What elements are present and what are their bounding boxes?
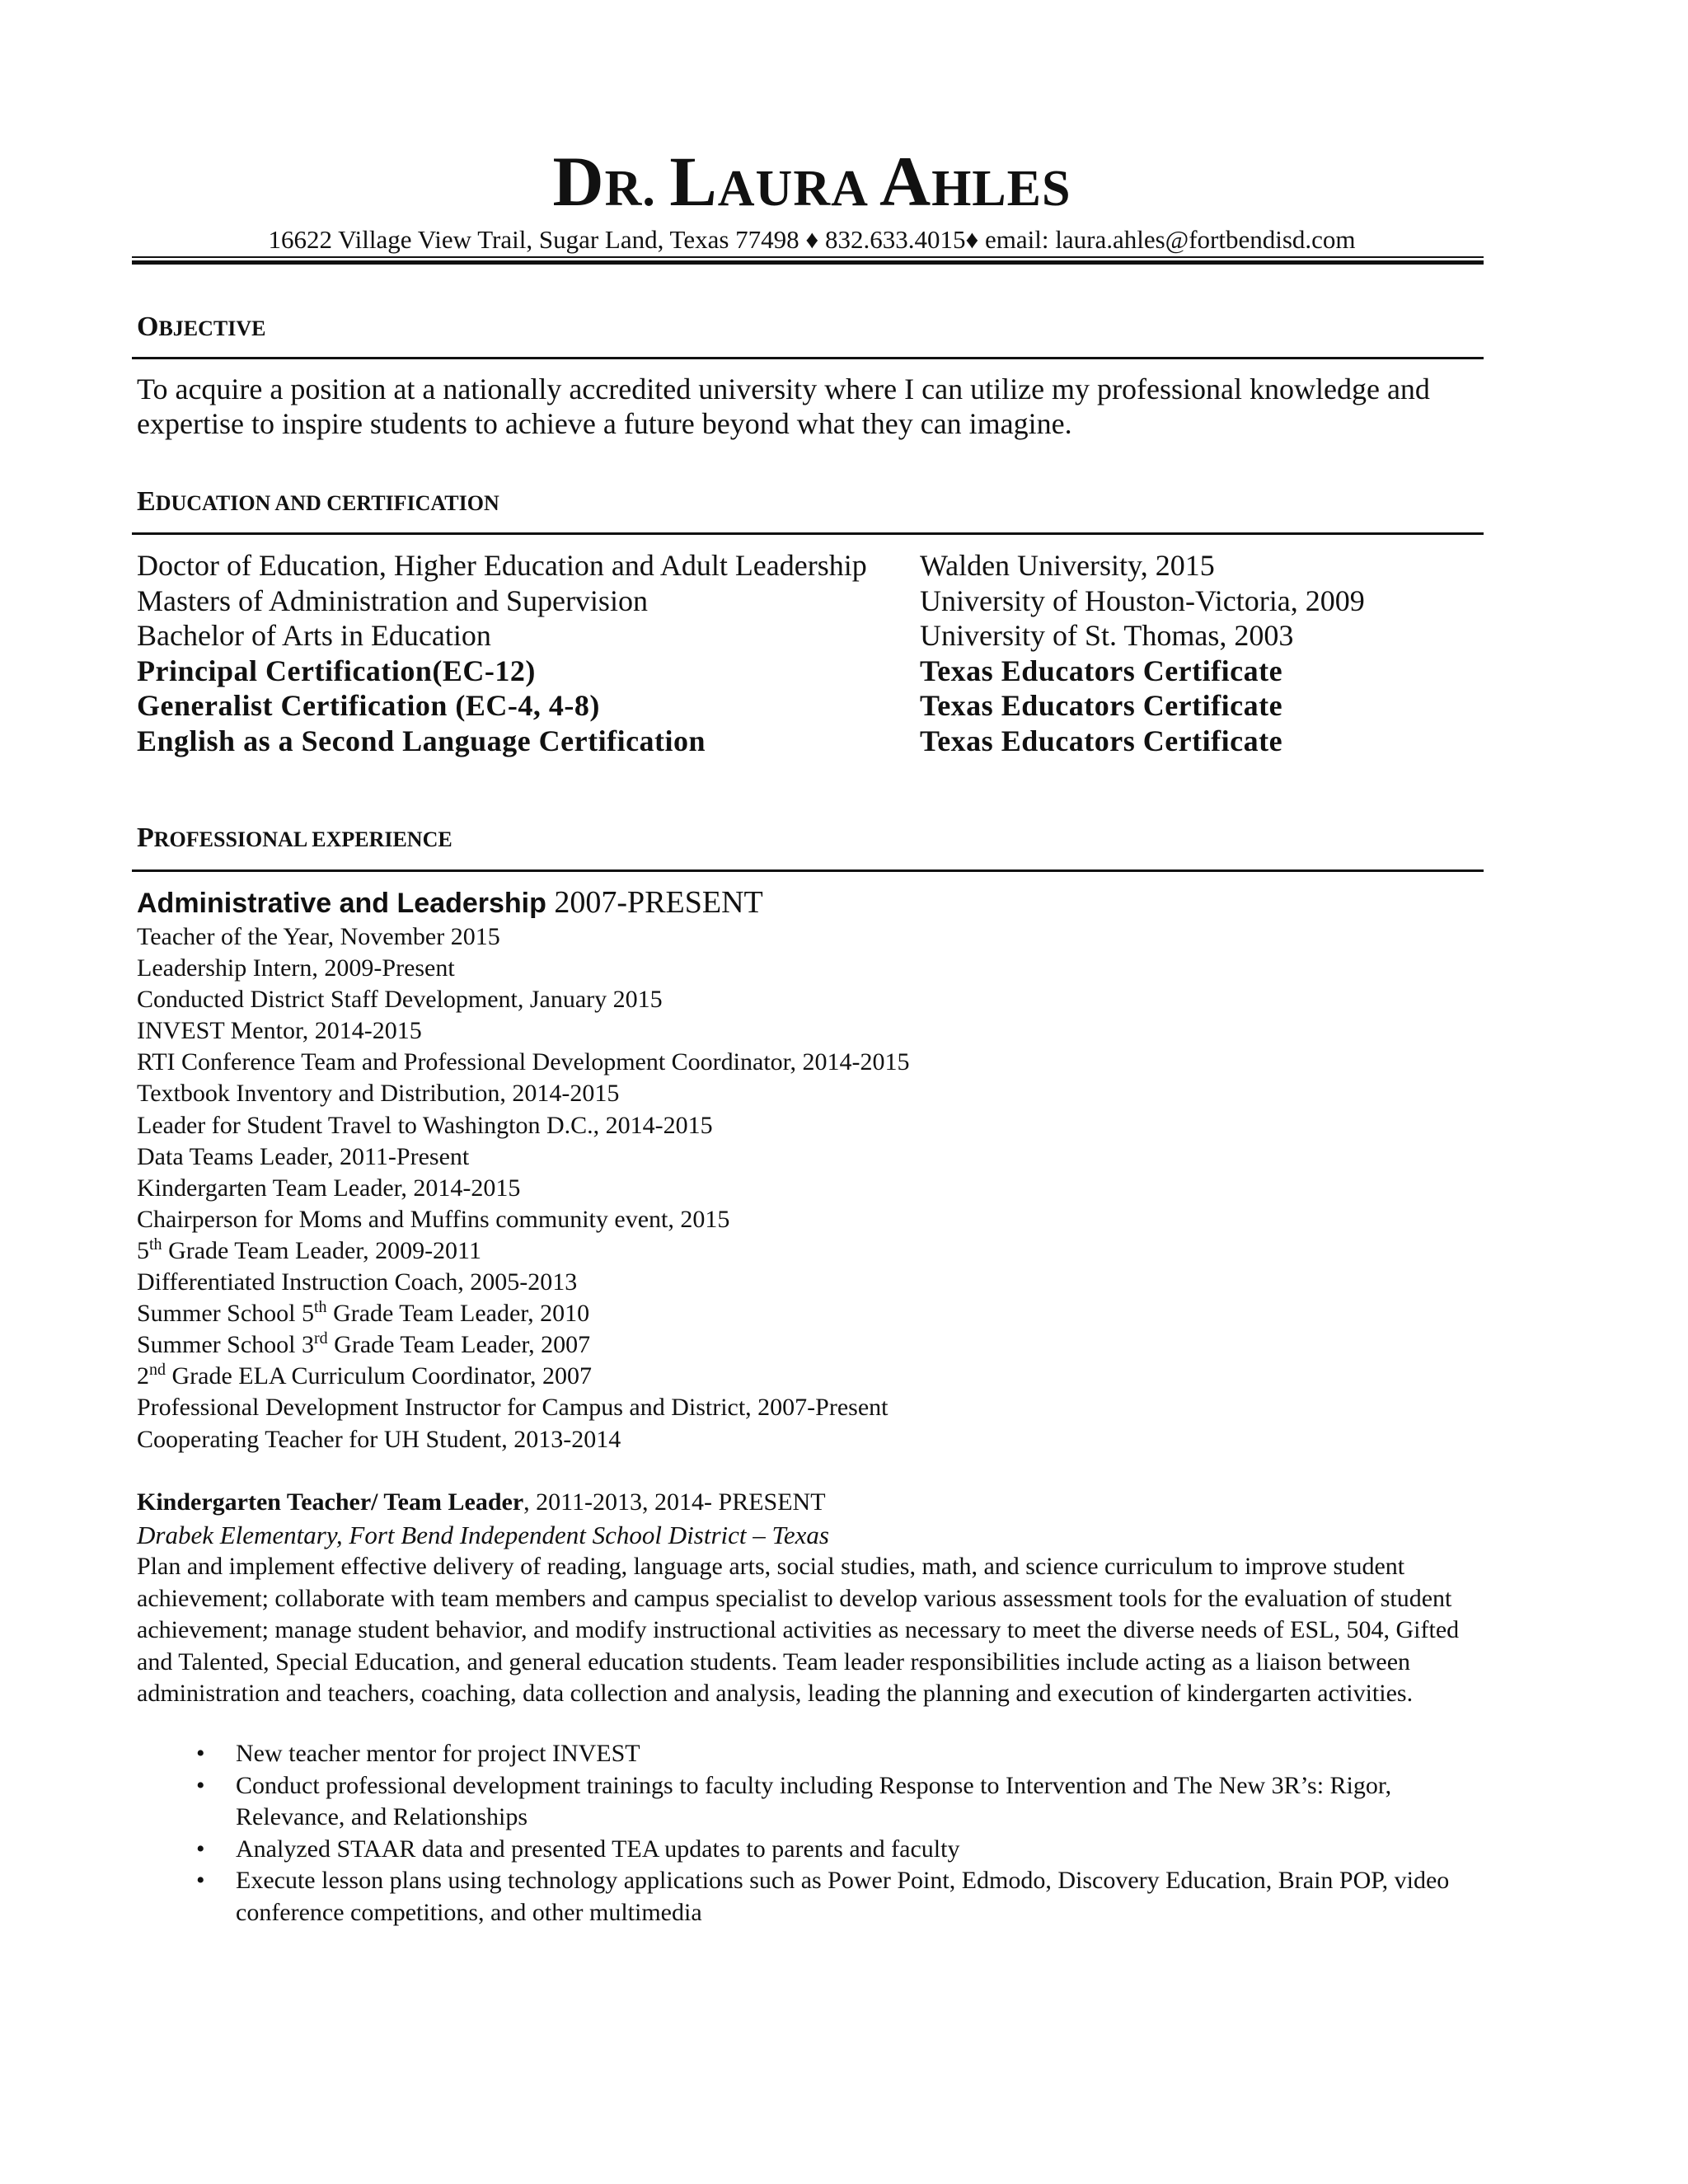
item-ordinal-suffix: nd	[149, 1361, 166, 1380]
education-credential: Doctor of Education, Higher Education and Adult Leadership	[137, 549, 867, 582]
bullet-text: Analyzed STAAR data and presented TEA updates to parents and faculty	[236, 1835, 960, 1863]
item-text: Professional Development Instructor for Campus and District, 2007-Present	[137, 1394, 889, 1422]
education-row	[137, 688, 1464, 723]
admin-leadership-item	[137, 1047, 909, 1078]
admin-leadership-list	[137, 921, 909, 1455]
admin-leadership-item	[137, 1204, 909, 1235]
admin-leadership-item	[137, 1015, 909, 1047]
item-text: Summer School 5	[137, 1300, 314, 1328]
experience-heading: PROFESSIONAL EXPERIENCE	[137, 823, 452, 853]
education-heading: EDUCATION AND CERTIFICATION	[137, 486, 499, 517]
job-title-line	[137, 1488, 826, 1516]
education-row	[137, 548, 1464, 583]
bullet-icon: •	[196, 1740, 205, 1767]
job-bullet-item	[137, 1834, 1464, 1866]
item-text: Leadership Intern, 2009-Present	[137, 954, 455, 982]
item-text: Kindergarten Team Leader, 2014-2015	[137, 1174, 521, 1202]
admin-leadership-item	[137, 1235, 909, 1267]
item-ordinal-suffix: th	[149, 1235, 162, 1254]
admin-leadership-item	[137, 1361, 909, 1392]
admin-leadership-title: Administrative and Leadership	[137, 888, 546, 919]
admin-leadership-heading	[137, 884, 763, 921]
admin-leadership-item	[137, 1141, 909, 1173]
bullet-text: Conduct professional development trainings to faculty including Response to Intervention and The New 3R’s: Rigor, Relevance, and Relationships	[236, 1771, 1392, 1830]
education-institution: Walden University, 2015	[920, 549, 1215, 582]
objective-heading: OBJECTIVE	[137, 312, 266, 342]
item-text: INVEST Mentor, 2014-2015	[137, 1017, 422, 1045]
item-text: RTI Conference Team and Professional Development Coordinator, 2014-2015	[137, 1048, 910, 1076]
item-text: 5	[137, 1236, 149, 1264]
admin-leadership-item	[137, 1267, 909, 1298]
item-text-rest: Grade ELA Curriculum Coordinator, 2007	[166, 1362, 593, 1390]
header-rule-thick	[132, 260, 1484, 265]
item-text: Summer School 3	[137, 1331, 314, 1359]
item-text: Conducted District Staff Development, January 2015	[137, 986, 663, 1014]
education-row	[137, 583, 1464, 618]
admin-leadership-item	[137, 1298, 909, 1329]
item-ordinal-suffix: th	[314, 1298, 327, 1317]
education-institution: Texas Educators Certificate	[920, 724, 1283, 757]
education-row	[137, 724, 1464, 758]
admin-leadership-item	[137, 1392, 909, 1423]
job-bullet-list	[137, 1738, 1464, 1929]
admin-leadership-item	[137, 1078, 909, 1109]
admin-leadership-item	[137, 1110, 909, 1141]
job-title: Kindergarten Teacher/ Team Leader	[137, 1488, 524, 1516]
item-text: Chairperson for Moms and Muffins community event, 2015	[137, 1205, 730, 1233]
bullet-icon: •	[196, 1867, 205, 1894]
education-row	[137, 618, 1464, 653]
job-dates: , 2011-2013, 2014- PRESENT	[523, 1488, 826, 1516]
job-place: Drabek Elementary, Fort Bend Independent School District – Texas	[137, 1521, 829, 1549]
item-ordinal-suffix: rd	[314, 1329, 328, 1348]
item-text-rest: Grade Team Leader, 2009-2011	[162, 1236, 481, 1264]
job-bullet-item	[137, 1738, 1464, 1770]
education-institution: University of Houston-Victoria, 2009	[920, 583, 1365, 617]
objective-rule	[132, 357, 1484, 359]
item-text: Textbook Inventory and Distribution, 2014-2015	[137, 1080, 620, 1108]
item-text-rest: Grade Team Leader, 2007	[327, 1331, 591, 1359]
education-credential: Masters of Administration and Supervision	[137, 583, 648, 617]
bullet-text: New teacher mentor for project INVEST	[236, 1740, 640, 1767]
objective-text: To acquire a position at a nationally accredited university where I can utilize my professional knowledge and expertise to inspire students to achieve a future beyond what they can imagine.	[137, 373, 1430, 440]
education-credential: Bachelor of Arts in Education	[137, 619, 491, 652]
admin-leadership-item	[137, 1424, 909, 1455]
education-credential: Principal Certification(EC-12)	[137, 654, 536, 687]
item-text: Leader for Student Travel to Washington D.C., 2014-2015	[137, 1111, 713, 1139]
education-institution: Texas Educators Certificate	[920, 654, 1283, 687]
job-bullet-item	[137, 1770, 1464, 1834]
bullet-icon: •	[196, 1835, 205, 1863]
bullet-text: Execute lesson plans using technology applications such as Power Point, Edmodo, Discovery Education, Brain POP, video conference competitions, and other multimedia	[236, 1867, 1450, 1926]
item-text: Cooperating Teacher for UH Student, 2013-2014	[137, 1425, 621, 1453]
bullet-icon: •	[196, 1771, 205, 1799]
job-description: Plan and implement effective delivery of reading, language arts, social studies, math, and science curriculum to improve student achievement; collaborate with team members and campus specialist to develop various assessment tools for the evaluation of student achievement; manage student behavior, and modify instructional activities as necessary to meet the diverse needs of ESL, 504, Gifted and Talented, Special Education, and general education students. Team leader responsibilities include acting as a liaison between administration and teachers, coaching, data collection and analysis, leading the planning and execution of kindergarten activities.	[137, 1553, 1460, 1707]
admin-leadership-item	[137, 1173, 909, 1204]
education-credential: English as a Second Language Certification	[137, 724, 706, 757]
contact-line: 16622 Village View Trail, Sugar Land, Texas 77498 ♦ 832.633.4015♦ email: laura.ahles@fortbendisd.com	[268, 225, 1356, 254]
experience-rule	[132, 869, 1484, 872]
item-text: Teacher of the Year, November 2015	[137, 923, 500, 950]
admin-leadership-item	[137, 953, 909, 984]
item-text-rest: Grade Team Leader, 2010	[326, 1300, 590, 1328]
education-rule	[132, 532, 1484, 535]
admin-leadership-item	[137, 921, 909, 953]
education-institution: University of St. Thomas, 2003	[920, 619, 1294, 652]
resume-name: DR. LAURA AHLES	[552, 142, 1071, 221]
header-rule-thin	[132, 256, 1484, 258]
education-row	[137, 654, 1464, 688]
education-credential: Generalist Certification (EC-4, 4-8)	[137, 689, 600, 722]
name-heading	[132, 140, 1492, 223]
item-text: Data Teams Leader, 2011-Present	[137, 1142, 470, 1170]
item-text: Differentiated Instruction Coach, 2005-2013	[137, 1268, 578, 1296]
education-institution: Texas Educators Certificate	[920, 689, 1283, 722]
admin-leadership-years: 2007-PRESENT	[546, 885, 763, 920]
admin-leadership-item	[137, 984, 909, 1015]
item-text: 2	[137, 1362, 149, 1390]
admin-leadership-item	[137, 1329, 909, 1361]
job-bullet-item	[137, 1865, 1464, 1929]
